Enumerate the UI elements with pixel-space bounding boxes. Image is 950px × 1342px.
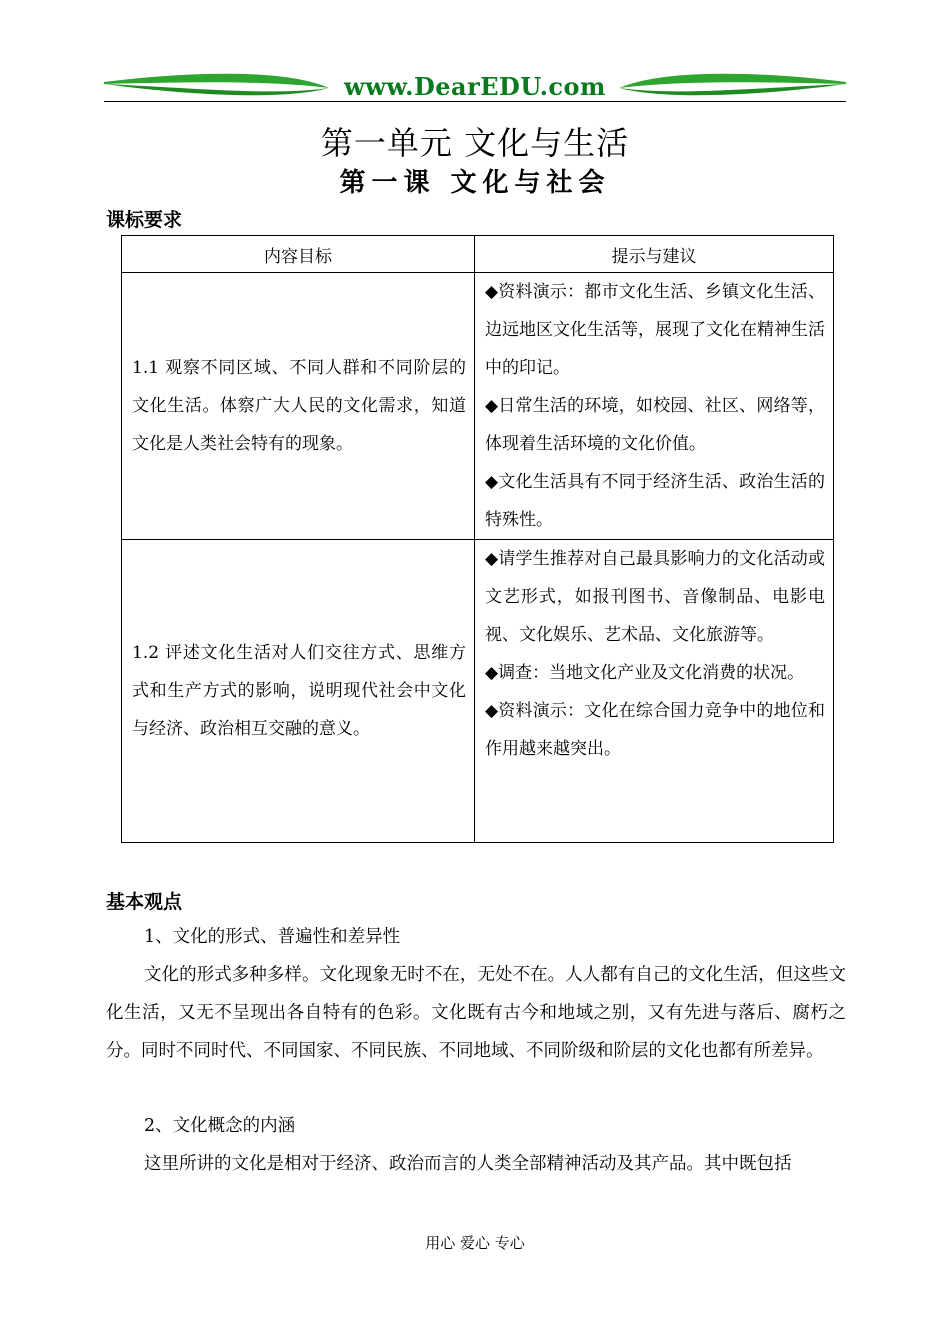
goal-cell: 1.1 观察不同区域、不同人群和不同阶层的文化生活。体察广大人民的文化需求，知道文化是人类社会特有的现象。 xyxy=(122,273,475,540)
tip-item: ◆调查：当地文化产业及文化消费的状况。 xyxy=(485,663,805,683)
tip-item: ◆日常生活的环境，如校园、社区、网络等，体现着生活环境的文化价值。 xyxy=(485,396,825,454)
item-heading: 2、文化概念的内涵 xyxy=(144,1116,296,1136)
column-header-tips: 提示与建议 xyxy=(475,236,834,273)
tip-item: ◆文化生活具有不同于经济生活、政治生活的特殊性。 xyxy=(485,472,825,530)
section-heading-basic: 基本观点 xyxy=(106,891,183,913)
lesson-title: 第一课 文化与社会 xyxy=(339,168,611,198)
tips-cell xyxy=(475,273,834,540)
item-heading: 1、文化的形式、普遍性和差异性 xyxy=(144,927,401,947)
paragraph: 这里所讲的文化是相对于经济、政治而言的人类全部精神活动及其产品。其中既包括 xyxy=(144,1154,792,1174)
standards-table xyxy=(121,235,834,843)
unit-title: 第一单元 文化与生活 xyxy=(320,124,630,162)
tips-cell xyxy=(475,540,834,843)
tip-item: ◆资料演示：都市文化生活、乡镇文化生活、边远地区文化生活等，展现了文化在精神生活中的印记。 xyxy=(485,282,825,378)
tip-item: ◆资料演示：文化在综合国力竞争中的地位和作用越来越突出。 xyxy=(485,701,825,759)
site-name: www.DearEDU.com xyxy=(344,72,606,101)
goal-cell: 1.2 评述文化生活对人们交往方式、思维方式和生产方式的影响，说明现代社会中文化与经济、政治相互交融的意义。 xyxy=(122,540,475,843)
table-row xyxy=(122,540,834,843)
paragraph: 文化的形式多种多样。文化现象无时不在，无处不在。人人都有自己的文化生活，但这些文化生活，又无不呈现出各自特有的色彩。文化既有古今和地域之别，又有先进与落后、腐朽之分。同时不同时代、不同国家、不同民族、不同地域、不同阶级和阶层的文化也都有所差异。 xyxy=(106,965,846,1061)
page-footer: 用心 爱心 专心 xyxy=(425,1234,525,1252)
header-divider xyxy=(104,101,846,102)
column-header-goal: 内容目标 xyxy=(122,236,475,273)
table-row xyxy=(122,273,834,540)
site-banner xyxy=(104,70,846,104)
section-heading-standards: 课标要求 xyxy=(106,209,183,231)
table-header-row xyxy=(122,236,834,273)
tip-item: ◆请学生推荐对自己最具影响力的文化活动或文艺形式，如报刊图书、音像制品、电影电视、文化娱乐、艺术品、文化旅游等。 xyxy=(485,549,825,645)
